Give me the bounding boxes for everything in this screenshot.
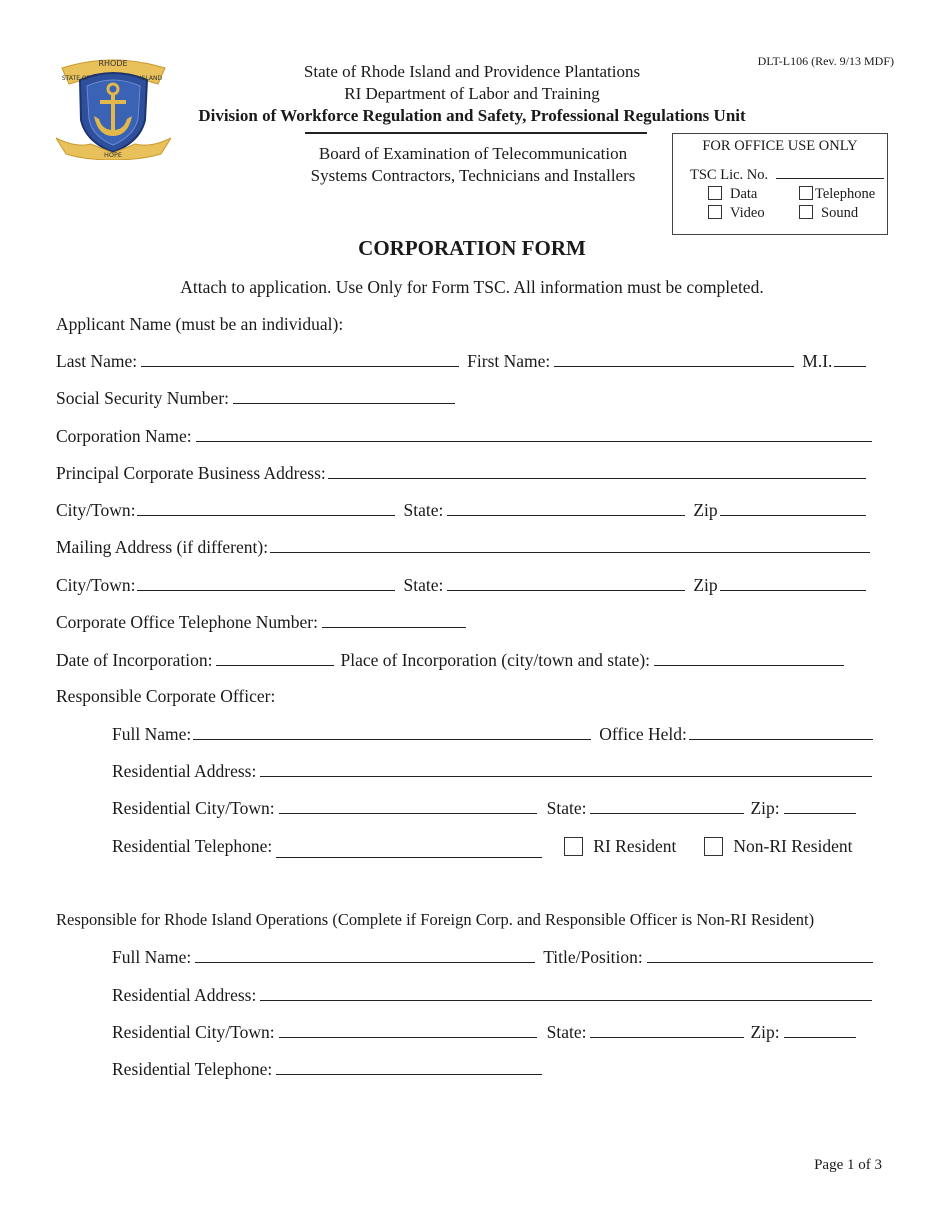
mi-label: M.I. bbox=[802, 351, 833, 371]
first-name-label: First Name: bbox=[467, 351, 551, 371]
form-title: CORPORATION FORM bbox=[358, 236, 586, 260]
officer-zip-field[interactable] bbox=[784, 800, 856, 814]
telephone-field[interactable] bbox=[322, 614, 466, 628]
applicant-heading: Applicant Name (must be an individual): bbox=[56, 314, 344, 334]
zip-label: Zip bbox=[693, 500, 718, 520]
last-name-field[interactable] bbox=[141, 353, 459, 367]
office-check-data[interactable]: Data bbox=[708, 186, 757, 203]
ri-ops-zip-label: Zip: bbox=[750, 1022, 780, 1042]
ri-resident-label: RI Resident bbox=[593, 836, 677, 856]
date-incorporation-field[interactable] bbox=[216, 652, 334, 666]
page-number: Page 1 of 3 bbox=[814, 1157, 882, 1173]
ri-ops-res-phone-label: Residential Telephone: bbox=[112, 1059, 273, 1079]
seal-text-left: STATE OF bbox=[61, 75, 91, 82]
ri-ops-res-city-label: Residential City/Town: bbox=[112, 1022, 275, 1042]
ri-ops-zip-field[interactable] bbox=[784, 1024, 856, 1038]
zip-field[interactable] bbox=[720, 502, 866, 516]
title-position-field[interactable] bbox=[647, 949, 873, 963]
ssn-label: Social Security Number: bbox=[56, 388, 230, 408]
mailing-zip-field[interactable] bbox=[720, 577, 866, 591]
telephone-label: Corporate Office Telephone Number: bbox=[56, 612, 318, 632]
checkbox[interactable] bbox=[708, 205, 722, 219]
officer-state-label: State: bbox=[546, 798, 587, 818]
seal-text-top: RHODE bbox=[98, 59, 128, 68]
board-line-1: Board of Examination of Telecommunication bbox=[318, 144, 628, 163]
date-incorporation-label: Date of Incorporation: bbox=[56, 650, 213, 670]
corp-name-label: Corporation Name: bbox=[56, 426, 192, 446]
header-rule bbox=[305, 132, 647, 134]
mailing-city-label: City/Town: bbox=[56, 575, 136, 595]
ri-ops-full-name-field[interactable] bbox=[195, 949, 535, 963]
non-ri-resident-checkbox[interactable] bbox=[704, 837, 723, 856]
ri-ops-res-city-field[interactable] bbox=[279, 1024, 537, 1038]
office-use-title: FOR OFFICE USE ONLY bbox=[702, 138, 858, 154]
mi-field[interactable] bbox=[834, 353, 866, 367]
first-name-field[interactable] bbox=[554, 353, 794, 367]
officer-res-city-label: Residential City/Town: bbox=[112, 798, 275, 818]
ri-ops-state-field[interactable] bbox=[590, 1024, 744, 1038]
non-ri-resident-label: Non-RI Resident bbox=[733, 836, 853, 856]
officer-heading: Responsible Corporate Officer: bbox=[56, 686, 276, 706]
ri-ops-res-phone-field[interactable] bbox=[276, 1061, 542, 1075]
mailing-address-field[interactable] bbox=[270, 539, 870, 553]
ri-resident-checkbox[interactable] bbox=[564, 837, 583, 856]
form-code: DLT-L106 (Rev. 9/13 MDF) bbox=[757, 54, 894, 68]
corp-name-field[interactable] bbox=[196, 428, 872, 442]
mailing-state-label: State: bbox=[403, 575, 444, 595]
header-division: Division of Workforce Regulation and Safety, Professional Regulations Unit bbox=[198, 106, 746, 125]
place-incorporation-field[interactable] bbox=[654, 652, 844, 666]
ri-ops-state-label: State: bbox=[546, 1022, 587, 1042]
officer-res-phone-label: Residential Telephone: bbox=[112, 836, 273, 856]
officer-res-address-field[interactable] bbox=[260, 763, 872, 777]
officer-res-city-field[interactable] bbox=[279, 800, 537, 814]
checkbox[interactable] bbox=[708, 186, 722, 200]
tsc-lic-label: TSC Lic. No. bbox=[690, 167, 769, 183]
mailing-address-label: Mailing Address (if different): bbox=[56, 537, 269, 557]
officer-full-name-field[interactable] bbox=[193, 726, 591, 740]
office-check-video[interactable]: Video bbox=[708, 205, 765, 222]
officer-zip-label: Zip: bbox=[750, 798, 780, 818]
officer-full-name-label: Full Name: bbox=[112, 724, 192, 744]
ri-ops-res-address-field[interactable] bbox=[260, 987, 872, 1001]
officer-res-address-label: Residential Address: bbox=[112, 761, 257, 781]
title-position-label: Title/Position: bbox=[543, 947, 643, 967]
city-label: City/Town: bbox=[56, 500, 136, 520]
header-state: State of Rhode Island and Providence Plantations bbox=[303, 62, 641, 81]
officer-res-phone-field[interactable] bbox=[276, 844, 542, 858]
office-check-sound[interactable]: Sound bbox=[799, 205, 858, 222]
tsc-lic-field[interactable] bbox=[776, 168, 884, 179]
ri-ops-heading: Responsible for Rhode Island Operations (Complete if Foreign Corp. and Responsible Officer is Non-RI Resident) bbox=[56, 910, 815, 929]
mailing-state-field[interactable] bbox=[447, 577, 685, 591]
checkbox[interactable] bbox=[799, 186, 813, 200]
header-department: RI Department of Labor and Training bbox=[344, 84, 600, 103]
instructions: Attach to application. Use Only for Form TSC. All information must be completed. bbox=[180, 277, 764, 297]
state-label: State: bbox=[403, 500, 444, 520]
office-held-field[interactable] bbox=[689, 726, 873, 740]
ri-ops-full-name-label: Full Name: bbox=[112, 947, 192, 967]
checkbox[interactable] bbox=[799, 205, 813, 219]
officer-state-field[interactable] bbox=[590, 800, 744, 814]
ssn-field[interactable] bbox=[233, 390, 455, 404]
mailing-city-field[interactable] bbox=[137, 577, 395, 591]
office-check-telephone[interactable]: Telephone bbox=[799, 186, 875, 203]
city-field[interactable] bbox=[137, 502, 395, 516]
ri-ops-res-address-label: Residential Address: bbox=[112, 985, 257, 1005]
board-line-2: Systems Contractors, Technicians and Installers bbox=[310, 166, 636, 185]
principal-address-field[interactable] bbox=[328, 465, 866, 479]
office-use-box bbox=[672, 133, 888, 235]
office-held-label: Office Held: bbox=[599, 724, 687, 744]
mailing-zip-label: Zip bbox=[693, 575, 718, 595]
place-incorporation-label: Place of Incorporation (city/town and state): bbox=[340, 650, 651, 670]
principal-address-label: Principal Corporate Business Address: bbox=[56, 463, 326, 483]
last-name-label: Last Name: bbox=[56, 351, 138, 371]
state-field[interactable] bbox=[447, 502, 685, 516]
seal-text-bottom: HOPE bbox=[103, 151, 123, 159]
seal-text-right: ISLAND bbox=[139, 75, 163, 82]
